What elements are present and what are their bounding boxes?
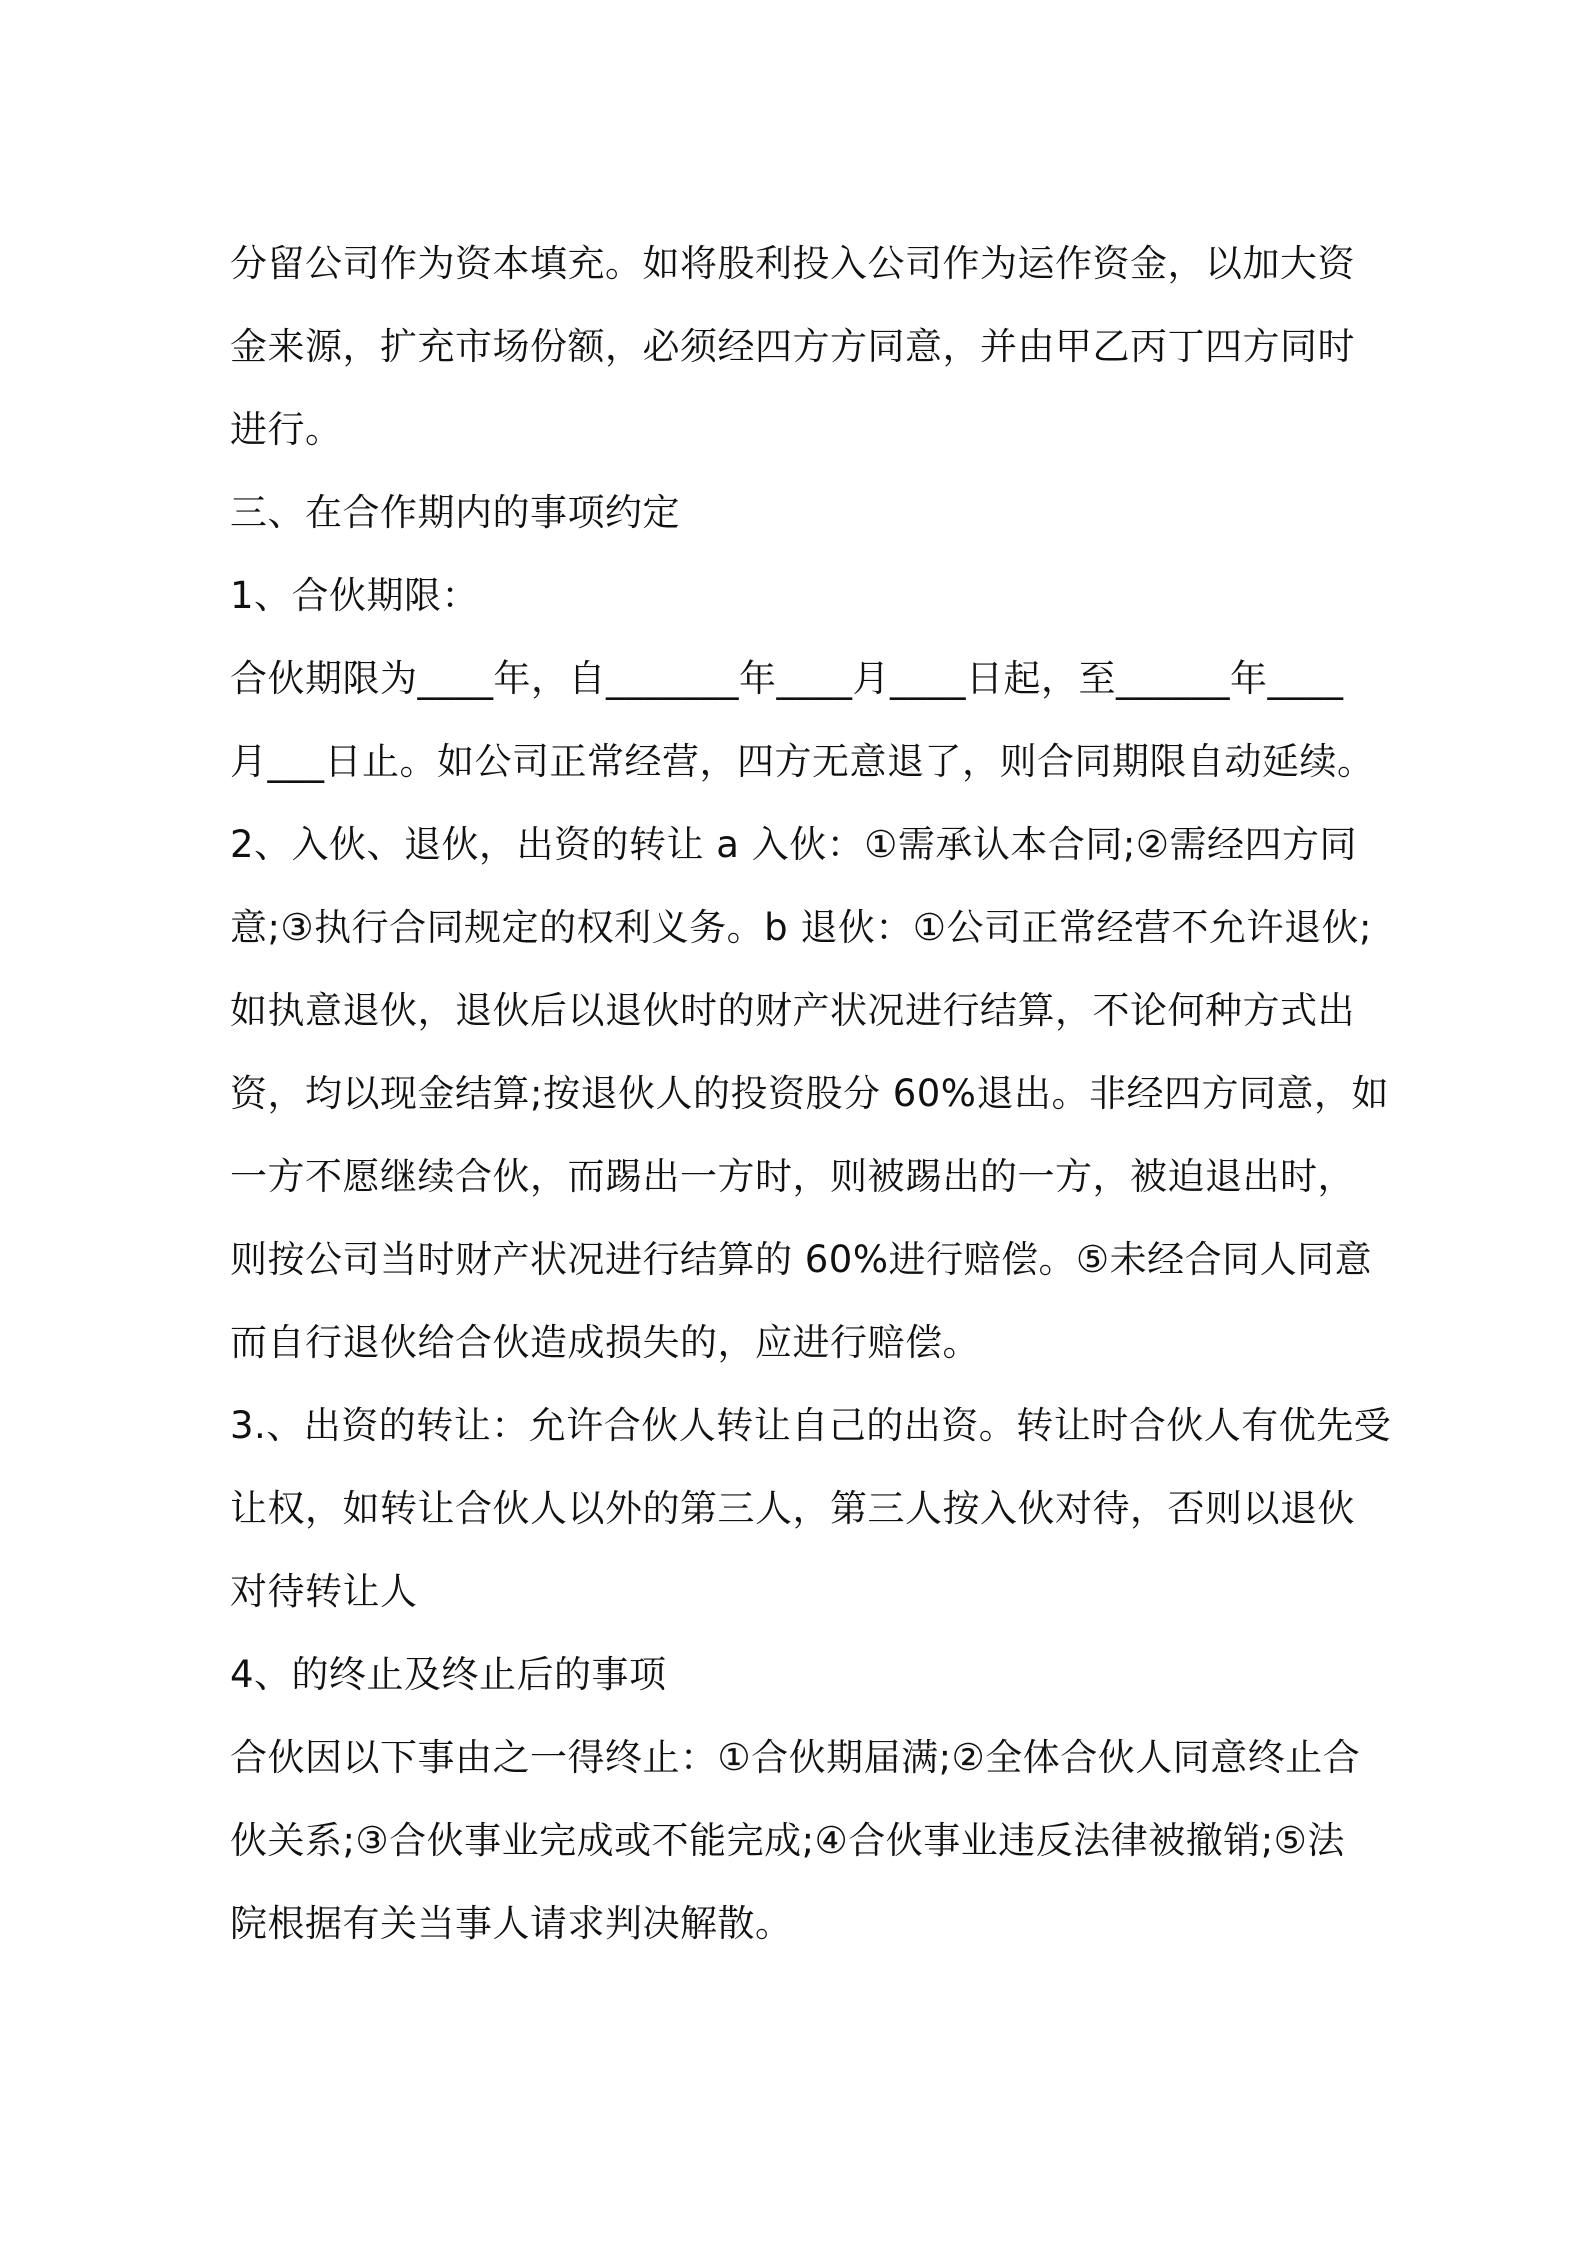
text-line: 则按公司当时财产状况进行结算的 60%进行赔偿。⑤未经合同人同意 xyxy=(230,1238,1373,1281)
text-line: 合伙期限为____年，自_______年____月____日起，至______年____ xyxy=(230,657,1344,700)
text-line: 分留公司作为资本填充。如将股利投入公司作为运作资金，以加大资 xyxy=(230,242,1355,285)
document-body xyxy=(230,222,1392,1965)
text-line: 意;③执行合同规定的权利义务。b 退伙：①公司正常经营不允许退伙; xyxy=(230,906,1373,949)
text-line: 进行。 xyxy=(230,408,343,451)
text-line: 伙关系;③合伙事业完成或不能完成;④合伙事业违反法律被撤销;⑤法 xyxy=(230,1819,1345,1862)
text-line: 2、入伙、退伙，出资的转让 a 入伙：①需承认本合同;②需经四方同 xyxy=(230,823,1358,866)
text-line: 月___日止。如公司正常经营，四方无意退了，则合同期限自动延续。 xyxy=(230,740,1375,783)
text-line: 让权，如转让合伙人以外的第三人，第三人按入伙对待，否则以退伙 xyxy=(230,1487,1355,1530)
text-line: 而自行退伙给合伙造成损失的，应进行赔偿。 xyxy=(230,1321,980,1364)
text-line: 资，均以现金结算;按退伙人的投资股分 60%退出。非经四方同意，如 xyxy=(230,1072,1389,1115)
text-line: 金来源，扩充市场份额，必须经四方方同意，并由甲乙丙丁四方同时 xyxy=(230,325,1355,368)
text-line: 如执意退伙，退伙后以退伙时的财产状况进行结算，不论何种方式出 xyxy=(230,989,1355,1032)
text-line: 3.、出资的转让：允许合伙人转让自己的出资。转让时合伙人有优先受 xyxy=(230,1404,1392,1447)
text-line: 对待转让人 xyxy=(230,1570,418,1613)
subsection-heading: 4、的终止及终止后的事项 xyxy=(230,1653,667,1696)
text-line: 一方不愿继续合伙，而踢出一方时，则被踢出的一方，被迫退出时， xyxy=(230,1155,1355,1198)
text-line: 院根据有关当事人请求判决解散。 xyxy=(230,1902,793,1945)
section-heading: 三、在合作期内的事项约定 xyxy=(230,491,680,534)
text-line: 合伙因以下事由之一得终止：①合伙期届满;②全体合伙人同意终止合 xyxy=(230,1736,1361,1779)
subsection-heading: 1、合伙期限： xyxy=(230,574,480,617)
